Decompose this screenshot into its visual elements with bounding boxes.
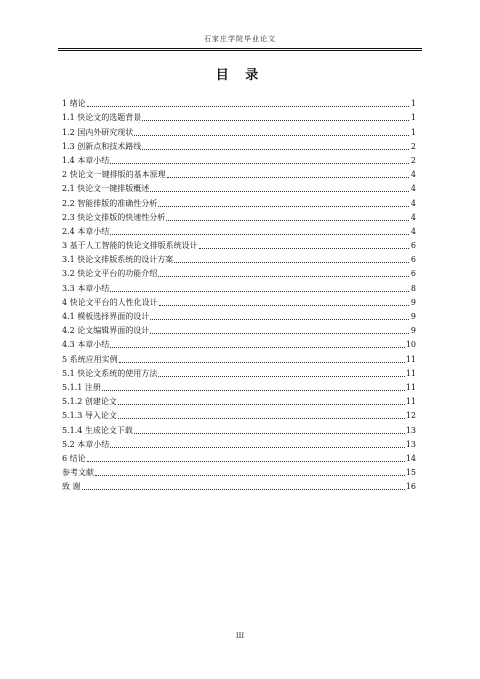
toc-entry-label: 致 谢 — [62, 482, 81, 492]
toc-entry[interactable] — [62, 421, 416, 435]
toc-leader-dots — [199, 248, 409, 249]
toc-entry-page: 4 — [410, 226, 416, 236]
toc-entry[interactable] — [62, 166, 416, 180]
toc-leader-dots — [119, 362, 405, 363]
toc-entry[interactable] — [62, 336, 416, 350]
toc-entry[interactable] — [62, 251, 416, 265]
toc-leader-dots — [110, 163, 409, 164]
toc-entry-page: 4 — [410, 170, 416, 180]
toc-entry-page: 12 — [405, 411, 416, 421]
toc-leader-dots — [166, 220, 409, 221]
toc-entry-page: 1 — [410, 113, 416, 123]
toc-leader-dots — [110, 234, 409, 235]
toc-leader-dots — [159, 305, 409, 306]
toc-entry-label: 3 基于人工智能的快论文排版系统设计 — [62, 241, 198, 251]
toc-entry-page: 2 — [410, 155, 416, 165]
toc-entry-label: 1.3 创新点和技术路线 — [62, 141, 142, 151]
toc-entry[interactable] — [62, 436, 416, 450]
toc-leader-dots — [134, 433, 405, 434]
toc-entry-label: 4 快论文平台的人性化设计 — [62, 297, 158, 307]
toc-entry-page: 6 — [410, 269, 416, 279]
toc-leader-dots — [134, 135, 409, 136]
toc-entry-label: 4.1 模板选择界面的设计 — [62, 312, 150, 321]
toc-leader-dots — [110, 291, 409, 292]
toc-leader-dots — [110, 447, 405, 448]
toc-entry[interactable] — [62, 265, 416, 279]
toc-entry-label: 5.1.4 生成论文下载 — [62, 425, 133, 435]
toc-entry-page: 9 — [410, 312, 416, 321]
toc-entry-page: 9 — [410, 297, 416, 307]
toc-entry-page: 4 — [410, 184, 416, 194]
toc-entry[interactable] — [62, 407, 416, 421]
toc-leader-dots — [110, 347, 405, 348]
toc-entry-label: 2.1 快论文一键排版概述 — [62, 184, 150, 194]
toc-leader-dots — [167, 177, 409, 178]
toc-entry-label: 3.1 快论文排版系统的设计方案 — [62, 255, 174, 265]
toc-entry-page: 14 — [405, 453, 416, 463]
toc-entry-label: 1.1 快论文的选题背景 — [62, 113, 142, 123]
page-number: III — [235, 632, 245, 640]
toc-entry[interactable] — [62, 237, 416, 251]
toc-entry[interactable] — [62, 450, 416, 464]
toc-entry-label: 5.1.1 注册 — [62, 382, 101, 392]
toc-entry-label: 4.3 本章小结 — [62, 340, 110, 350]
toc-entry-page: 2 — [410, 141, 416, 151]
toc-leader-dots — [142, 149, 409, 150]
toc-entry-label: 2 快论文一键排版的基本原理 — [62, 170, 166, 180]
toc-leader-dots — [158, 206, 409, 207]
toc-leader-dots — [174, 262, 409, 263]
toc-leader-dots — [142, 120, 409, 121]
toc-entry[interactable] — [62, 123, 416, 137]
toc-leader-dots — [150, 319, 409, 320]
toc-leader-dots — [82, 489, 405, 490]
toc-leader-dots — [118, 404, 405, 405]
toc-entry-label: 1.4 本章小结 — [62, 155, 110, 165]
toc-title: 目 录 — [215, 68, 265, 83]
toc-entry-label: 参考文献 — [62, 468, 94, 478]
toc-entry-page: 4 — [410, 212, 416, 222]
toc-entry[interactable] — [62, 478, 416, 492]
toc-entry-page: 11 — [405, 382, 416, 392]
toc-entry[interactable] — [62, 152, 416, 166]
toc-leader-dots — [150, 333, 409, 334]
toc-entry-label: 4.2 论文编辑界面的设计 — [62, 326, 150, 336]
toc-entry-page: 4 — [410, 198, 416, 208]
toc-entry[interactable] — [62, 138, 416, 152]
toc-entry[interactable] — [62, 464, 416, 478]
toc-entry-label: 5.1.2 创建论文 — [62, 397, 117, 407]
toc-list — [62, 95, 416, 492]
toc-entry[interactable] — [62, 365, 416, 379]
toc-leader-dots — [158, 376, 405, 377]
toc-entry-page: 9 — [410, 326, 416, 336]
toc-leader-dots — [87, 106, 409, 107]
toc-entry[interactable] — [62, 194, 416, 208]
toc-entry-page: 13 — [405, 425, 416, 435]
toc-leader-dots — [95, 475, 405, 476]
toc-entry-label: 3.2 快论文平台的功能介绍 — [62, 269, 158, 279]
toc-entry[interactable] — [62, 308, 416, 322]
toc-entry[interactable] — [62, 379, 416, 393]
toc-entry[interactable] — [62, 279, 416, 293]
toc-entry-label: 5 系统应用实例 — [62, 354, 118, 364]
toc-entry-label: 5.1.3 导入论文 — [62, 411, 117, 421]
toc-entry[interactable] — [62, 180, 416, 194]
toc-entry-label: 2.2 智能排版的准确性分析 — [62, 198, 158, 208]
toc-entry-page: 6 — [410, 241, 416, 251]
toc-entry-page: 1 — [410, 99, 416, 109]
toc-entry[interactable] — [62, 393, 416, 407]
toc-entry-label: 2.4 本章小结 — [62, 226, 110, 236]
toc-entry-label: 3.3 本章小结 — [62, 283, 110, 293]
toc-entry-label: 2.3 快论文排版的快速性分析 — [62, 212, 166, 222]
toc-entry[interactable] — [62, 95, 416, 109]
toc-entry-label: 5.2 本章小结 — [62, 439, 110, 449]
toc-entry-label: 5.1 快论文系统的使用方法 — [62, 368, 158, 378]
toc-entry-label: 1 绪论 — [62, 99, 86, 109]
toc-entry-page: 11 — [405, 354, 416, 364]
toc-entry[interactable] — [62, 109, 416, 123]
toc-leader-dots — [118, 418, 405, 419]
toc-entry-label: 6 结论 — [62, 453, 86, 463]
toc-entry[interactable] — [62, 223, 416, 237]
toc-entry[interactable] — [62, 294, 416, 308]
toc-entry-page: 11 — [405, 368, 416, 378]
toc-leader-dots — [102, 390, 405, 391]
toc-leader-dots — [87, 461, 405, 462]
toc-entry-page: 13 — [405, 439, 416, 449]
toc-entry-page: 6 — [410, 255, 416, 265]
toc-leader-dots — [150, 191, 409, 192]
toc-entry-page: 10 — [405, 340, 416, 350]
toc-leader-dots — [158, 276, 409, 277]
toc-entry[interactable] — [62, 209, 416, 223]
toc-entry-page: 11 — [405, 397, 416, 407]
toc-entry-label: 1.2 国内外研究现状 — [62, 127, 134, 137]
toc-entry[interactable] — [62, 350, 416, 364]
toc-entry-page: 8 — [410, 283, 416, 293]
toc-entry[interactable] — [62, 322, 416, 336]
running-header: 石家庄学院毕业论文 — [58, 34, 422, 49]
toc-entry-page: 15 — [405, 468, 416, 478]
toc-entry-page: 1 — [410, 127, 416, 137]
toc-entry-page: 16 — [405, 482, 416, 492]
